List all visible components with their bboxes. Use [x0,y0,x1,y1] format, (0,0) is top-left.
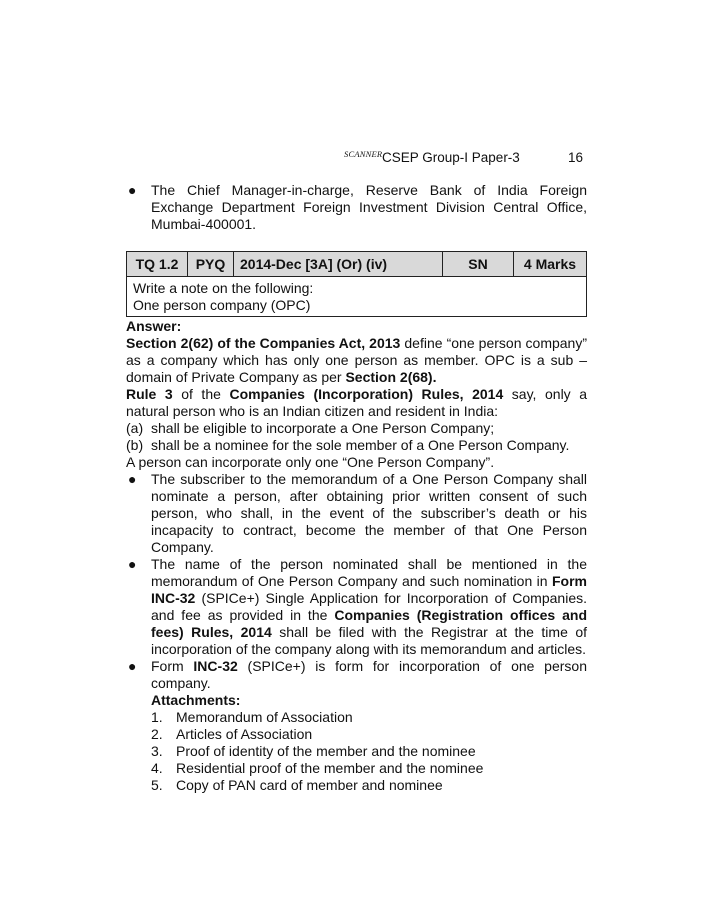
bullet-3-text-2: (SPICe+) is form for incorporation of one person company. [151,658,587,691]
attachment-number: 1. [151,709,163,725]
attachment-number: 5. [151,777,163,793]
section-ref: Section 2(62) of the Companies Act, 2013 [126,335,401,351]
question-line-1: Write a note on the following: [133,280,314,296]
bullet-2-text-1: The name of the person nominated shall be mentioned in the memorandum of One Person Company and such nomination in [151,556,587,589]
paper-title: CSEP Group-I Paper-3 [382,150,520,165]
rule-ref: Rule 3 [126,386,173,402]
list-label: (a) [126,420,144,436]
list-item [126,420,587,437]
attachment-item [126,777,587,794]
bullet-icon: ● [128,471,137,487]
answer-paragraph-3: A person can incorporate only one “One Person Company”. [126,454,495,470]
attachment-text: Articles of Association [176,726,313,742]
attachments-heading: Attachments: [151,692,241,708]
question-row [127,277,587,317]
bullet-2-text-3: shall be filed with the Registrar at the time of incorporation of the company along with its memorandum and articles. [151,624,588,657]
fees-rules-ref: Companies (Registration offices and fees) Rules, 2014 [151,607,587,640]
attachment-text: Residential proof of the member and the nominee [176,760,484,776]
question-line-2: One person company (OPC) [133,297,311,313]
question-table [126,251,587,317]
question-text [127,277,587,317]
question-marks: 4 Marks [514,252,587,277]
intro-bullet-text: The Chief Manager-in-charge, Reserve Bank of India Foreign Exchange Department Foreign Investment Division Central Office, Mumbai-400001. [151,182,587,232]
attachment-item [126,709,587,726]
attachment-item [126,743,587,760]
bullet-1-text: The subscriber to the memorandum of a One Person Company shall nominate a person, after obtaining prior written consent of such person, who shall, in the event of the subscriber’s death or his incapacity to contract, become the member of that One Person Company. [151,471,587,555]
intro-bullet [126,182,587,233]
question-source: 2014-Dec [3A] (Or) (iv) [234,252,443,277]
form-ref: INC-32 [193,658,238,674]
bullet-3-text-1: Form [151,658,194,674]
form-ref: Form INC-32 [151,573,587,606]
publisher-logo: SCANNER [344,149,383,159]
question-id: TQ 1.2 [127,252,188,277]
answer-paragraph-1 [126,335,587,386]
list-label: (b) [126,437,144,453]
answer-bullet-3 [126,658,587,709]
attachment-number: 2. [151,726,163,742]
bullet-icon: ● [128,658,137,674]
attachment-text: Memorandum of Association [176,709,353,725]
attachment-number: 4. [151,760,163,776]
list-text: shall be eligible to incorporate a One Person Company; [151,420,495,436]
p1-text: define “one person company” as a company which has only one person as member. OPC is a sub – domain of Private Company as per [126,335,588,385]
bullet-icon: ● [128,182,137,198]
p2-text-1: of the [172,386,230,402]
answer-paragraph-2 [126,386,587,420]
section-ref-2: Section 2(68). [345,369,437,385]
attachment-text: Proof of identity of the member and the nominee [176,743,476,759]
page-body [126,182,587,794]
list-item [126,437,587,454]
attachment-number: 3. [151,743,163,759]
question-table-header [127,252,587,277]
answer-bullet-1 [126,471,587,556]
attachment-item [126,726,587,743]
bullet-icon: ● [128,556,137,572]
question-format: SN [443,252,514,277]
bullet-2-text-2: (SPICe+) Single Application for Incorporation of Companies. and fee as provided in the [151,590,587,623]
question-type: PYQ [188,252,234,277]
rules-ref: Companies (Incorporation) Rules, 2014 [229,386,504,402]
page-header [340,150,587,168]
attachment-item [126,760,587,777]
p2-text-2: say, only a natural person who is an Indian citizen and resident in India: [126,386,588,419]
answer-heading: Answer: [126,318,182,334]
attachment-text: Copy of PAN card of member and nominee [176,777,443,793]
answer-bullet-2 [126,556,587,658]
list-text: shall be a nominee for the sole member of a One Person Company. [151,437,570,453]
page-number: 16 [567,150,583,165]
